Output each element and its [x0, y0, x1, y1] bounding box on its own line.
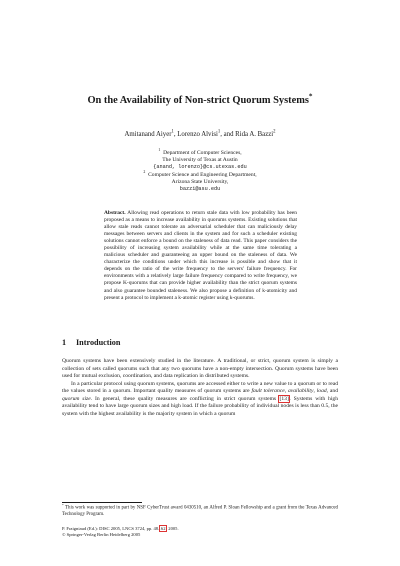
term-quorum-size: quorum size — [62, 395, 91, 402]
affiliation-1-dept-text: Department of Computer Sciences, — [163, 150, 242, 156]
author-2-affiliation-mark: 1 — [217, 129, 221, 135]
publication-line-end: , 2005. — [165, 526, 179, 531]
term-separator: , — [284, 388, 288, 394]
intro-paragraph-2 — [62, 381, 338, 419]
page-link[interactable]: 62 — [160, 526, 166, 531]
publication-line-start: P. Fraigniaud (Ed.): DISC 2005, LNCS 3724, pp. 48– — [62, 526, 161, 531]
author-separator: , — [173, 131, 178, 138]
term-fault-tolerance: fault tolerance — [251, 388, 285, 394]
paper-title-text: On the Availability of Non-strict Quorum Systems — [87, 95, 309, 106]
intro-p2-part-c: . Systems with high availability tend to have large quorum sizes and high load. If the failure probability of individual nodes is less than 0.5, the system with the highest availability is the majority system in which a quorum — [62, 395, 338, 417]
citation-link[interactable]: [13] — [279, 395, 289, 402]
footnote-divider — [62, 502, 142, 503]
footnote-text: This work was supported in part by NSF CyberTrust award 0430510, an Alfred P. Sloan Fellowship and a grant from the Texas Advanced Technology Program. — [62, 505, 338, 517]
term-separator: , and — [326, 388, 338, 394]
abstract — [104, 210, 297, 302]
term-availability: availability — [287, 388, 314, 394]
intro-p2-part-b: . In general, these quality measures are conflicting in strict quorum systems — [90, 395, 280, 402]
author-1: Amitanand Aiyer — [124, 131, 172, 138]
author-separator: , and — [220, 131, 236, 138]
footnote — [62, 505, 338, 518]
copyright-line: © Springer-Verlag Berlin Heidelberg 2005 — [62, 531, 141, 537]
section-heading — [62, 338, 342, 348]
title-footnote-mark: * — [308, 92, 313, 101]
affiliation-2-dept — [60, 169, 340, 179]
affiliation-2-number: 2 — [143, 169, 146, 174]
abstract-text: Allowing read operations to return stale data with low probability has been proposed as a means to increase availability in quorums systems. Existing solutions that allow stale reads cannot tolerate an adversarial scheduler that can maliciously delay messages between servers and clients in the system and for such a scheduler existing solutions cannot enforce a bound on the staleness of data read. This paper considers the possibility of increasing system availability while at the same time tolerating a malicious scheduler and guaranteeing an upper bound on the staleness of data. We characterize the conditions under which this increase is possible and show that it depends on the ratio of the write frequency to the servers' failure frequency. For environments with a relatively large failure frequency compared to write frequency, we propose K-quorums that can provide higher availability than the strict quorum systems and also guarantee bounded staleness. We also propose a definition of k-atomicity and present a protocol to implement a k-atomic register using k-quorums. — [104, 210, 298, 301]
author-1-affiliation-mark: 1 — [171, 129, 174, 135]
body-text — [62, 358, 338, 418]
term-separator: , — [313, 388, 317, 394]
author-3: Rida A. Bazzi — [235, 131, 274, 138]
affiliation-1-univ: The University of Texas at Austin — [162, 157, 238, 164]
abstract-label: Abstract. — [104, 210, 126, 216]
affiliation-2-univ: Arizona State University, — [171, 178, 229, 185]
author-list — [20, 130, 380, 139]
affiliations — [60, 150, 340, 193]
intro-p2-part-a: In a particular protocol using quorum systems, quorums are accessed either to write a new value to a quorum or to read the values stored in a quorum. Important quality measures of quorum systems are — [62, 380, 338, 394]
paper-title — [20, 94, 380, 108]
publication-footer — [62, 526, 338, 538]
author-3-affiliation-mark: 2 — [273, 129, 276, 135]
affiliation-1-number: 1 — [158, 148, 161, 153]
affiliation-2-email: bazzi@asu.edu — [179, 186, 221, 193]
term-load: load — [316, 388, 327, 394]
affiliation-1-email: {anand, lorenzo}@cs.utexas.edu — [153, 164, 247, 171]
author-2: Lorenzo Alvisi — [177, 131, 218, 138]
section-number: 1 — [62, 338, 67, 347]
intro-paragraph-1: Quorum systems have been extensively studied in the literature. A traditional, or strict, quorum system is simply a collection of sets called quorums such that any two quorums have a non-empty intersection. Quorum systems have been used for mutual exclusion, coordination, and data replication in distributed systems. — [62, 358, 338, 379]
section-title: Introduction — [76, 338, 121, 347]
footnote-mark: * — [62, 503, 64, 507]
affiliation-2-dept-text: Computer Science and Engineering Department, — [148, 171, 257, 178]
